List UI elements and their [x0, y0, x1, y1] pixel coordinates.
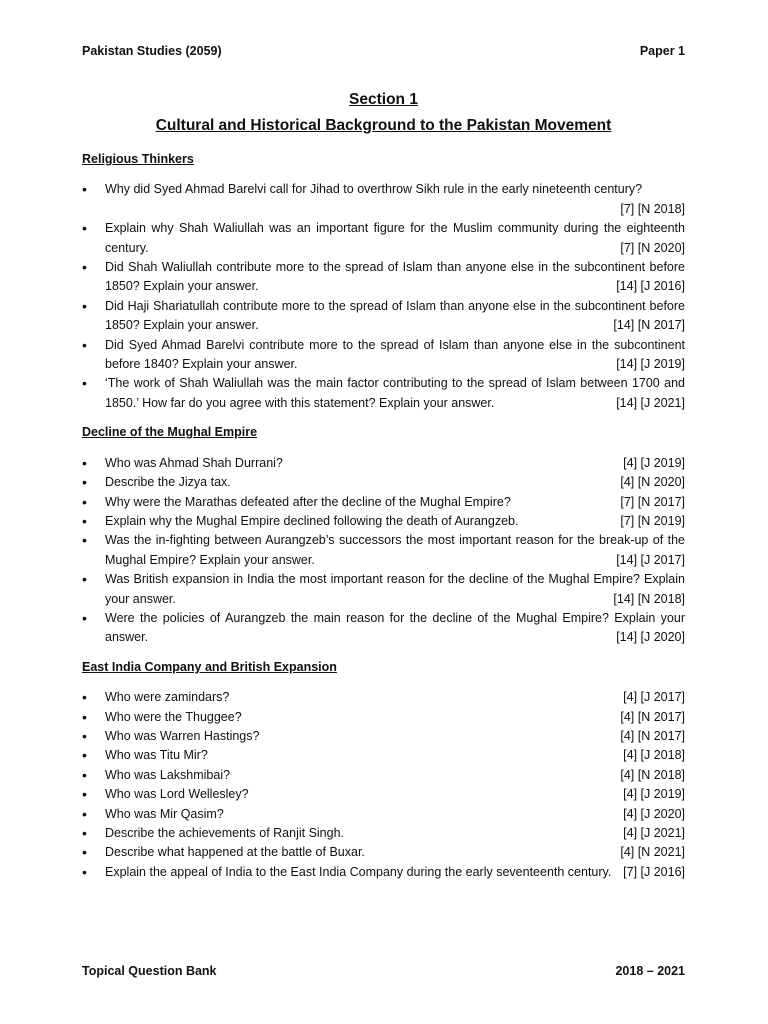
question-text: Who was Warren Hastings? — [105, 728, 260, 743]
question-text: Why did Syed Ahmad Barelvi call for Jihad to overthrow Sikh rule in the early nineteenth century? — [105, 182, 643, 197]
question-list — [82, 454, 685, 648]
question-text: Explain why Shah Waliullah was an important figure for the Muslim community during the eighteenth century. — [105, 221, 685, 255]
question-text: Describe what happened at the battle of Buxar. — [105, 845, 365, 860]
question-text: Were the policies of Aurangzeb the main reason for the decline of the Mughal Empire? Explain your answer. — [105, 610, 685, 645]
question-reference: [4] [N 2018] — [620, 767, 685, 782]
question-text: Who was Lord Wellesley? — [105, 787, 249, 802]
header-subject: Pakistan Studies (2059) — [82, 44, 222, 58]
question-content — [82, 150, 685, 892]
question-item — [82, 609, 685, 648]
question-text: Who was Ahmad Shah Durrani? — [105, 455, 283, 470]
question-text: Did Shah Waliullah contribute more to the spread of Islam than anyone else in the subcontinent before 1850? Explain your answer. — [105, 260, 685, 294]
question-text: Explain why the Mughal Empire declined following the death of Aurangzeb. — [105, 513, 519, 528]
question-reference: [14] [J 2021] — [616, 395, 685, 410]
question-item — [82, 531, 685, 570]
question-reference: [14] [J 2019] — [616, 357, 685, 372]
question-item — [82, 180, 685, 219]
question-reference: [7] [N 2017] — [620, 494, 685, 509]
question-reference: [14] [J 2016] — [616, 279, 685, 294]
question-item — [82, 766, 685, 785]
question-reference: [4] [N 2021] — [620, 845, 685, 860]
question-item — [82, 258, 685, 297]
page-header — [82, 44, 685, 58]
section-title: Section 1 — [349, 91, 418, 108]
question-item — [82, 297, 685, 336]
topic-heading: Decline of the Mughal Empire — [82, 425, 258, 440]
question-text: Was the in-fighting between Aurangzeb’s successors the most important reason for the break-up of the Mughal Empire? Explain your answer. — [105, 533, 685, 567]
topic-religious-thinkers — [82, 150, 685, 413]
question-item — [82, 219, 685, 258]
question-item — [82, 454, 685, 473]
question-text: ‘The work of Shah Waliullah was the main factor contributing to the spread of Islam between 1700 and 1850.’ How far do you agree with this statement? Explain your answer. — [105, 376, 685, 410]
question-item — [82, 473, 685, 492]
topic-east-india-company — [82, 658, 685, 882]
question-text: Explain the appeal of India to the East India Company during the early seventeenth century. — [105, 864, 612, 879]
question-reference: [14] [N 2017] — [613, 318, 685, 333]
question-reference: [7] [N 2018] — [620, 201, 685, 216]
question-item — [82, 374, 685, 413]
question-item — [82, 570, 685, 609]
question-reference: [4] [J 2018] — [623, 748, 685, 763]
question-text: Who were the Thuggee? — [105, 709, 242, 724]
footer-title: Topical Question Bank — [82, 964, 217, 978]
question-item — [82, 863, 685, 882]
question-item — [82, 785, 685, 804]
question-reference: [4] [N 2017] — [620, 728, 685, 743]
title-block — [82, 89, 685, 136]
section-subtitle: Cultural and Historical Background to the Pakistan Movement — [155, 117, 612, 134]
question-text: Why were the Marathas defeated after the decline of the Mughal Empire? — [105, 494, 511, 509]
question-reference: [7] [N 2020] — [620, 240, 685, 255]
question-item — [82, 688, 685, 707]
question-item — [82, 746, 685, 765]
question-reference: [4] [N 2017] — [620, 709, 685, 724]
question-text: Describe the Jizya tax. — [105, 475, 231, 490]
question-reference: [14] [J 2020] — [616, 630, 685, 645]
question-item — [82, 336, 685, 375]
footer-years: 2018 – 2021 — [615, 964, 685, 978]
topic-mughal-empire — [82, 423, 685, 647]
question-reference: [7] [N 2019] — [620, 513, 685, 528]
question-reference: [4] [J 2021] — [623, 826, 685, 840]
question-reference: [14] [N 2018] — [613, 591, 685, 606]
question-list — [82, 180, 685, 413]
question-reference: [4] [N 2020] — [620, 475, 685, 490]
header-paper: Paper 1 — [639, 44, 685, 58]
page-footer — [82, 964, 685, 978]
question-text: Who were zamindars? — [105, 690, 230, 705]
question-item — [82, 727, 685, 746]
question-list — [82, 688, 685, 882]
question-text: Who was Mir Qasim? — [105, 806, 224, 821]
question-item — [82, 805, 685, 824]
question-text: Describe the achievements of Ranjit Singh. — [105, 826, 345, 840]
question-reference: [4] [J 2017] — [623, 690, 685, 705]
topic-heading: East India Company and British Expansion — [82, 659, 337, 674]
question-text: Did Haji Shariatullah contribute more to the spread of Islam than anyone else in the subcontinent before 1850? Explain your answer. — [105, 298, 685, 333]
question-text: Who was Titu Mir? — [105, 748, 208, 763]
topic-heading: Religious Thinkers — [82, 152, 194, 166]
question-reference: [7] [J 2016] — [623, 864, 685, 879]
question-item — [82, 493, 685, 512]
question-item — [82, 843, 685, 862]
question-reference: [4] [J 2020] — [623, 806, 685, 821]
question-reference: [4] [J 2019] — [623, 455, 685, 470]
question-text: Did Syed Ahmad Barelvi contribute more to the spread of Islam than anyone else in the subcontinent before 1840? Explain your answer. — [105, 337, 685, 372]
question-text: Who was Lakshmibai? — [105, 767, 231, 782]
question-reference: [14] [J 2017] — [616, 552, 685, 567]
question-item — [82, 512, 685, 531]
question-reference: [4] [J 2019] — [623, 787, 685, 802]
question-item — [82, 824, 685, 843]
question-text: Was British expansion in India the most important reason for the decline of the Mughal Empire? Explain your answer. — [105, 572, 685, 606]
question-item — [82, 708, 685, 727]
